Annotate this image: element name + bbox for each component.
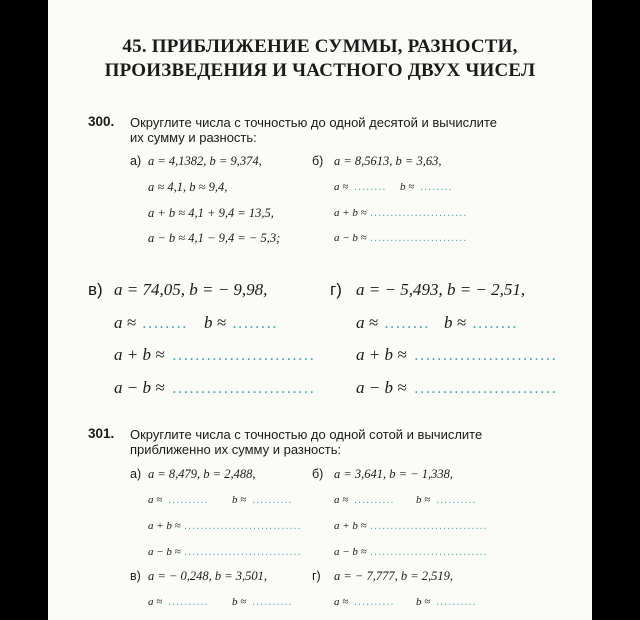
p301-b-approx-b-blank[interactable]: .......... bbox=[436, 494, 477, 506]
p300-g-approx-a-blank[interactable]: ........ bbox=[384, 313, 430, 332]
problem-301-text-line2: приближенно их сумму и разность: bbox=[130, 442, 342, 457]
p301-a-approx-a: a ≈ bbox=[148, 494, 163, 506]
p300-a-label: а) bbox=[130, 154, 142, 168]
p301-b-diff: a − b ≈ bbox=[334, 546, 367, 558]
textbook-page bbox=[48, 0, 592, 620]
p301-v-approx-b: b ≈ bbox=[232, 596, 247, 608]
p301-g-label: г) bbox=[312, 569, 321, 583]
p300-b-approx-b-blank[interactable]: ........ bbox=[420, 181, 453, 193]
p300-a-diff: a − b ≈ 4,1 − 9,4 = − 5,3; bbox=[148, 231, 281, 245]
p300-a-approx: a ≈ 4,1, b ≈ 9,4, bbox=[148, 180, 228, 194]
problem-301-number: 301. bbox=[88, 426, 115, 441]
p300-v-given: a = 74,05, b = − 9,98, bbox=[114, 280, 268, 299]
p300-g-diff: a − b ≈ bbox=[356, 378, 407, 397]
p301-v-label: в) bbox=[130, 569, 141, 583]
p300-b-diff: a − b ≈ bbox=[334, 232, 367, 244]
p300-b-approx-a-blank[interactable]: ........ bbox=[354, 181, 387, 193]
problem-300-text-line1: Округлите числа с точностью до одной десятой и вычислите bbox=[130, 115, 497, 130]
problem-300-number: 300. bbox=[88, 114, 115, 129]
p300-b-label: б) bbox=[312, 154, 324, 168]
p300-v-approx-a-blank[interactable]: ........ bbox=[142, 313, 188, 332]
p300-b-approx-a: a ≈ bbox=[334, 181, 349, 193]
p301-g-given: a = − 7,777, b = 2,519, bbox=[334, 569, 454, 583]
p301-a-diff-blank[interactable]: ............................. bbox=[184, 546, 302, 558]
p300-b-diff-blank[interactable]: ........................ bbox=[370, 232, 468, 244]
p300-g-label: г) bbox=[330, 280, 342, 299]
p301-b-diff-blank[interactable]: ............................. bbox=[370, 546, 488, 558]
p300-a-sum: a + b ≈ 4,1 + 9,4 = 13,5, bbox=[148, 206, 274, 220]
p300-v-sum: a + b ≈ bbox=[114, 345, 165, 364]
p300-b-given: a = 8,5613, b = 3,63, bbox=[334, 154, 442, 168]
p301-a-label: а) bbox=[130, 467, 142, 481]
p301-g-approx-a-blank[interactable]: .......... bbox=[354, 596, 395, 608]
p301-b-label: б) bbox=[312, 467, 324, 481]
p300-b-sum: a + b ≈ bbox=[334, 207, 367, 219]
p300-b-approx-b: b ≈ bbox=[400, 181, 415, 193]
p300-v-approx-a: a ≈ bbox=[114, 313, 137, 332]
p301-a-given: a = 8,479, b = 2,488, bbox=[148, 467, 256, 481]
p300-g-approx-b-blank[interactable]: ........ bbox=[472, 313, 518, 332]
p301-a-approx-a-blank[interactable]: .......... bbox=[168, 494, 209, 506]
p301-a-sum: a + b ≈ bbox=[148, 520, 181, 532]
p301-b-approx-b: b ≈ bbox=[416, 494, 431, 506]
p301-b-given: a = 3,641, b = − 1,338, bbox=[334, 467, 454, 481]
p300-g-sum-blank[interactable]: ......................... bbox=[414, 345, 558, 364]
p301-b-approx-a-blank[interactable]: .......... bbox=[354, 494, 395, 506]
p301-a-approx-b: b ≈ bbox=[232, 494, 247, 506]
p301-g-approx-a: a ≈ bbox=[334, 596, 349, 608]
p301-a-approx-b-blank[interactable]: .......... bbox=[252, 494, 293, 506]
p300-v-sum-blank[interactable]: ......................... bbox=[172, 345, 316, 364]
p301-v-given: a = − 0,248, b = 3,501, bbox=[148, 569, 268, 583]
p300-g-given: a = − 5,493, b = − 2,51, bbox=[356, 280, 526, 299]
p300-a-given: a = 4,1382, b = 9,374, bbox=[148, 154, 262, 168]
p301-g-approx-b-blank[interactable]: .......... bbox=[436, 596, 477, 608]
p300-v-diff-blank[interactable]: ......................... bbox=[172, 378, 316, 397]
p301-a-sum-blank[interactable]: ............................. bbox=[184, 520, 302, 532]
p301-b-sum: a + b ≈ bbox=[334, 520, 367, 532]
problem-301-text-line1: Округлите числа с точностью до одной сотой и вычислите bbox=[130, 427, 483, 442]
p300-v-diff: a − b ≈ bbox=[114, 378, 165, 397]
section-title-line1: 45. ПРИБЛИЖЕНИЕ СУММЫ, РАЗНОСТИ, bbox=[122, 36, 518, 57]
p300-g-approx-a: a ≈ bbox=[356, 313, 379, 332]
p301-b-sum-blank[interactable]: ............................. bbox=[370, 520, 488, 532]
p300-g-sum: a + b ≈ bbox=[356, 345, 407, 364]
p301-v-approx-a-blank[interactable]: .......... bbox=[168, 596, 209, 608]
p301-g-approx-b: b ≈ bbox=[416, 596, 431, 608]
p301-v-approx-a: a ≈ bbox=[148, 596, 163, 608]
p300-v-approx-b-blank[interactable]: ........ bbox=[232, 313, 278, 332]
p301-a-diff: a − b ≈ bbox=[148, 546, 181, 558]
p300-v-approx-b: b ≈ bbox=[204, 313, 227, 332]
p301-v-approx-b-blank[interactable]: .......... bbox=[252, 596, 293, 608]
problem-300-text-line2: их сумму и разность: bbox=[130, 130, 257, 145]
p300-b-sum-blank[interactable]: ........................ bbox=[370, 207, 468, 219]
p301-b-approx-a: a ≈ bbox=[334, 494, 349, 506]
p300-g-approx-b: b ≈ bbox=[444, 313, 467, 332]
section-title-line2: ПРОИЗВЕДЕНИЯ И ЧАСТНОГО ДВУХ ЧИСЕЛ bbox=[104, 60, 536, 81]
p300-v-label: в) bbox=[88, 280, 103, 299]
p300-g-diff-blank[interactable]: ......................... bbox=[414, 378, 558, 397]
